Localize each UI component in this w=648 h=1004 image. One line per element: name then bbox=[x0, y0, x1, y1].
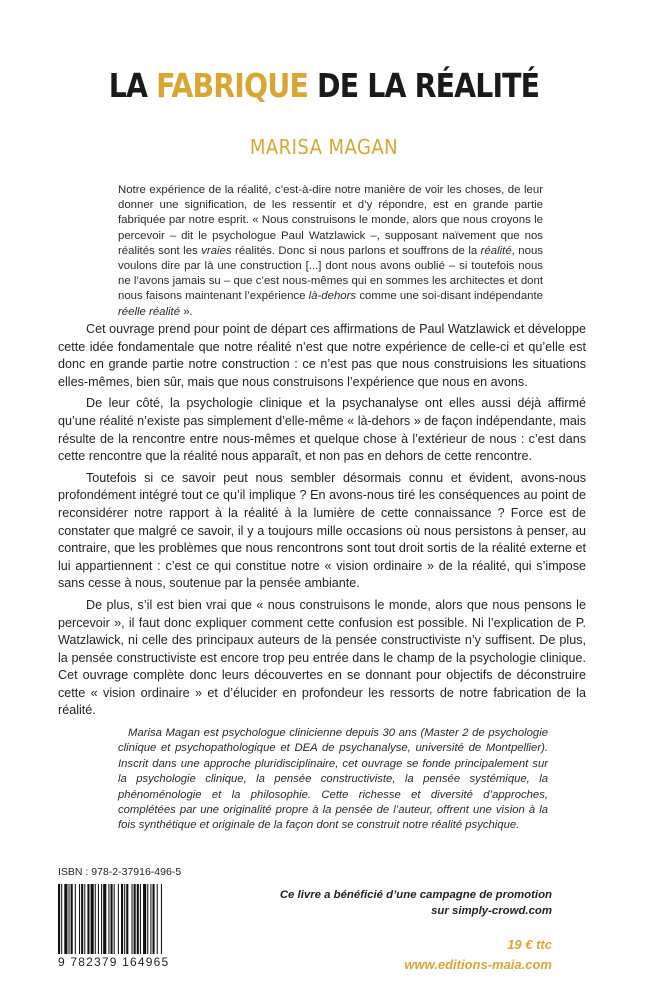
title-accent: FABRIQUE bbox=[156, 66, 308, 105]
intro-text: réalités. Donc si nous parlons et souffrons de la bbox=[231, 244, 481, 257]
barcode-bar bbox=[75, 884, 76, 954]
barcode-bar bbox=[81, 884, 83, 954]
intro-text: Notre expérience de la réalité, c’est-à-dire notre manière de voir les choses, de leur donner une signification, de les ressentir et d’y répondre, est en grande partie fabriquée par notre esprit. « Nous construisons le monde, alors que nous croyons le percevoir – dit le psychologue Paul Watzlawick –, supposant naïvement que nos réalités sont les bbox=[118, 184, 543, 257]
intro-italic: vraies bbox=[201, 244, 232, 257]
barcode-bar bbox=[87, 884, 89, 954]
title-part-2: DE LA RÉALITÉ bbox=[307, 66, 540, 105]
barcode-bar bbox=[108, 884, 109, 954]
barcode-bar bbox=[161, 884, 162, 954]
intro-text: comme une soi-disant indépendante bbox=[356, 290, 543, 303]
main-text bbox=[58, 321, 586, 724]
barcode-image bbox=[58, 884, 238, 954]
barcode-bar bbox=[69, 884, 70, 954]
barcode-bar bbox=[143, 884, 146, 954]
barcode-bar bbox=[150, 884, 151, 954]
barcode-bar bbox=[64, 884, 67, 954]
barcode-bar bbox=[84, 884, 85, 954]
barcode-digits: 9 782379 164965 bbox=[58, 955, 170, 969]
barcode-bar bbox=[101, 884, 102, 954]
isbn-label: ISBN : 978-2-37916-496-5 bbox=[58, 866, 182, 878]
price-label: 19 € ttc bbox=[507, 937, 552, 952]
author-bio: Marisa Magan est psychologue clinicienne depuis 30 ans (Master 2 de psychologie clinique et psychopathologique et DEA de psychanalyse, université de Montpellier). Inscrit dans une approche pluridisciplinaire, cet ouvrage se fonde principalement sur la psychologie clinique, la pensée constructiviste, la pensée systémique, la phénoménologie et la philosophie. Cette richesse et diversité d’approches, complétées par une originalité propre à la pensée de l’auteur, offrent une vision à la fois synthétique et originale de la façon dont se construit notre réalité psychique. bbox=[118, 727, 548, 832]
intro-text: , nous voulons dire par là une construction [...] dont nous avons oublié – si toutefois nous ne l’avons jamais su – que c’est nous-mêmes qui en sommes les architectes et dont nous faisons maintenant l’expérience bbox=[118, 244, 543, 303]
barcode-bar bbox=[157, 884, 158, 954]
barcode-bar bbox=[111, 884, 113, 954]
author-name: MARISA MAGAN bbox=[249, 135, 399, 159]
barcode-bar bbox=[147, 884, 148, 954]
barcode-bar bbox=[124, 884, 125, 954]
intro-text: ». bbox=[180, 305, 193, 318]
barcode-bar bbox=[103, 884, 106, 954]
publisher-website: www.editions-maia.com bbox=[404, 957, 552, 972]
barcode-bar bbox=[118, 884, 119, 954]
intro-italic: là-dehors bbox=[308, 290, 357, 303]
barcode-bar bbox=[98, 884, 99, 954]
promo-note bbox=[252, 887, 552, 919]
promo-line: Ce livre a bénéficié d’une campagne de promotion bbox=[279, 889, 552, 901]
barcode-bar bbox=[114, 884, 115, 954]
body-paragraph: Cet ouvrage prend pour point de départ ces affirmations de Paul Watzlawick et développe cette idée fondamentale que notre réalité n’est que notre expérience de celle-ci et qu’elle est donc en grande partie notre construction : ce n’est pas que nous construisions les situations elles-mêmes, bien sûr, mais que nous construisons l’expérience que nous en avons. bbox=[58, 322, 586, 389]
barcode-bar bbox=[95, 884, 96, 954]
barcode-bar bbox=[58, 884, 60, 954]
intro-italic: réalité bbox=[480, 244, 512, 257]
barcode-bar bbox=[71, 884, 73, 954]
promo-line: sur simply-crowd.com bbox=[431, 905, 552, 917]
intro-italic: réelle réalité bbox=[118, 305, 181, 318]
barcode-bar bbox=[140, 884, 141, 954]
barcode-bar bbox=[126, 884, 128, 954]
barcode-bar bbox=[61, 884, 62, 954]
barcode-bar bbox=[132, 884, 133, 954]
title-part-1: LA bbox=[108, 66, 157, 105]
barcode-bar bbox=[153, 884, 155, 954]
intro-paragraph bbox=[118, 183, 543, 320]
book-title bbox=[45, 66, 602, 105]
barcode-bar bbox=[91, 884, 94, 954]
barcode-bar bbox=[121, 884, 123, 954]
barcode-bar bbox=[134, 884, 136, 954]
body-paragraph: De leur côté, la psychologie clinique et la psychanalyse ont elles aussi déjà affirmé qu’une réalité n’existe pas simplement d’elle-même « là-dehors » de façon indépendante, mais résulte de la rencontre entre nous-mêmes et quelque chose à l’extérieur de nous : c’est dans cette rencontre que la réalité nous apparaît, et non pas en dehors de cette rencontre. bbox=[58, 396, 586, 464]
barcode-bar bbox=[137, 884, 139, 954]
barcode-bar bbox=[79, 884, 80, 954]
body-paragraph: Toutefois si ce savoir peut nous sembler désormais connu et évident, avons-nous profondément intégré tout ce qu’il implique ? En avons-nous tiré les conséquences au point de reconsidérer notre rapport à la réalité à la lumière de cette connaissance ? Force est de constater que malgré ce savoir, il y a toujours mille occasions où nous persistons à penser, au contraire, que les problèmes que nous rencontrons sont tout droit sortis de la réalité externe et lui appartiennent : c’est ce qui constitue notre « vision ordinaire » de la réalité, qui s’impose sans cesse à nous, soutenue par la pensée ambiante. bbox=[58, 470, 586, 591]
body-paragraph: De plus, s’il est bien vrai que « nous construisons le monde, alors que nous pensons le percevoir », il faut donc expliquer comment cette confusion est possible. Ni l’explication de P. Watzlawick, ni celle des principaux auteurs de la pensée constructiviste n’y suffisent. De plus, la pensée constructiviste est encore trop peu entrée dans le champ de la psychologie clinique. Cet ouvrage complète donc leurs découvertes en se donnant pour objectifs de déconstruire cette « vision ordinaire » et d’élucider en profondeur les ressorts de notre fabrication de la réalité. bbox=[58, 597, 586, 718]
